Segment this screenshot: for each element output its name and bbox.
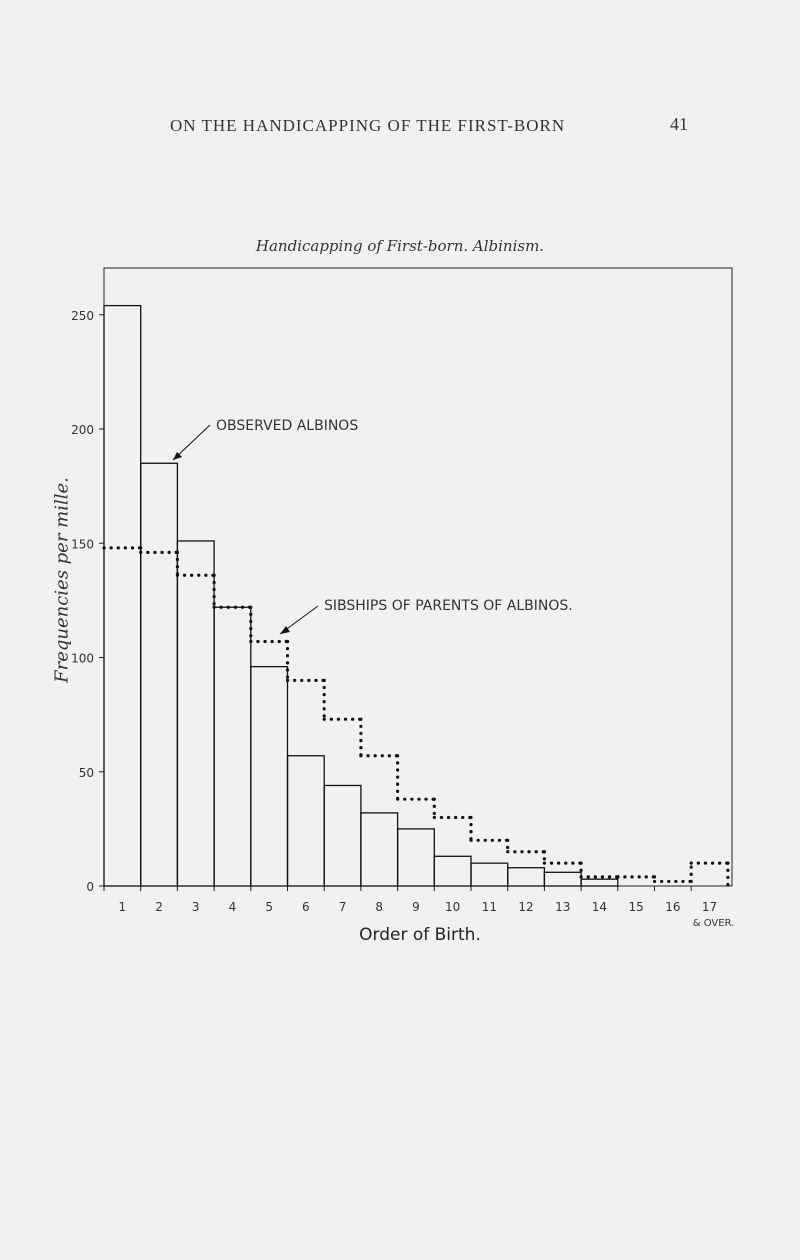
x-tick-label: 5: [265, 900, 273, 914]
x-tick-label: 4: [228, 900, 237, 914]
y-tick-label: 250: [71, 308, 94, 323]
observed-bar: [544, 872, 581, 886]
observed-bar: [434, 856, 471, 886]
y-tick-label: 200: [71, 423, 94, 437]
observed-bar: [398, 829, 435, 886]
observed-bar: [251, 667, 288, 886]
y-tick-label: 100: [71, 651, 94, 666]
x-tick-label: 11: [481, 900, 497, 914]
x-tick-label: 16: [665, 900, 681, 914]
observed-bar: [141, 463, 178, 886]
page-number: 41: [670, 114, 688, 134]
observed-bar: [581, 879, 618, 886]
observed-bar: [288, 756, 325, 886]
x-tick-label: 6: [302, 900, 310, 914]
x-tick-label: 10: [445, 900, 461, 914]
annotation-observed-albinos: OBSERVED ALBINOS: [216, 418, 359, 434]
observed-bar: [508, 868, 545, 886]
chart-title: Handicapping of First-born. Albinism.: [255, 237, 545, 255]
y-tick-label: 0: [86, 880, 94, 894]
x-tick-label: 7: [338, 900, 347, 914]
observed-bar: [214, 607, 251, 886]
x-tick-label: 2: [155, 900, 163, 914]
annotation-sibships: SIBSHIPS OF PARENTS OF ALBINOS.: [324, 598, 573, 614]
x-tick-label: 3: [191, 900, 200, 914]
x-axis-label: Order of Birth.: [359, 925, 481, 945]
x-tick-label: 15: [628, 900, 644, 914]
x-tick-label: 13: [555, 900, 571, 914]
observed-bar: [471, 863, 508, 886]
y-tick-label: 50: [78, 765, 94, 780]
plot-frame: [104, 268, 732, 886]
x-tick-label: 8: [375, 900, 384, 914]
observed-bar: [361, 813, 398, 886]
x-tick-label: 17: [701, 900, 718, 914]
observed-bar: [324, 785, 361, 886]
observed-bar: [177, 541, 214, 886]
x-tick-label: 1: [118, 900, 127, 914]
x-tick-label: 9: [412, 900, 420, 914]
x-tick-label: 12: [518, 900, 534, 914]
y-tick-label: 150: [71, 537, 94, 552]
x-tick-note: & OVER.: [692, 918, 735, 929]
observed-bar: [104, 306, 141, 886]
running-head: ON THE HANDICAPPING OF THE FIRST-BORN: [170, 116, 566, 135]
x-tick-label: 14: [591, 900, 608, 914]
y-axis-label: Frequencies per mille.: [51, 477, 73, 683]
